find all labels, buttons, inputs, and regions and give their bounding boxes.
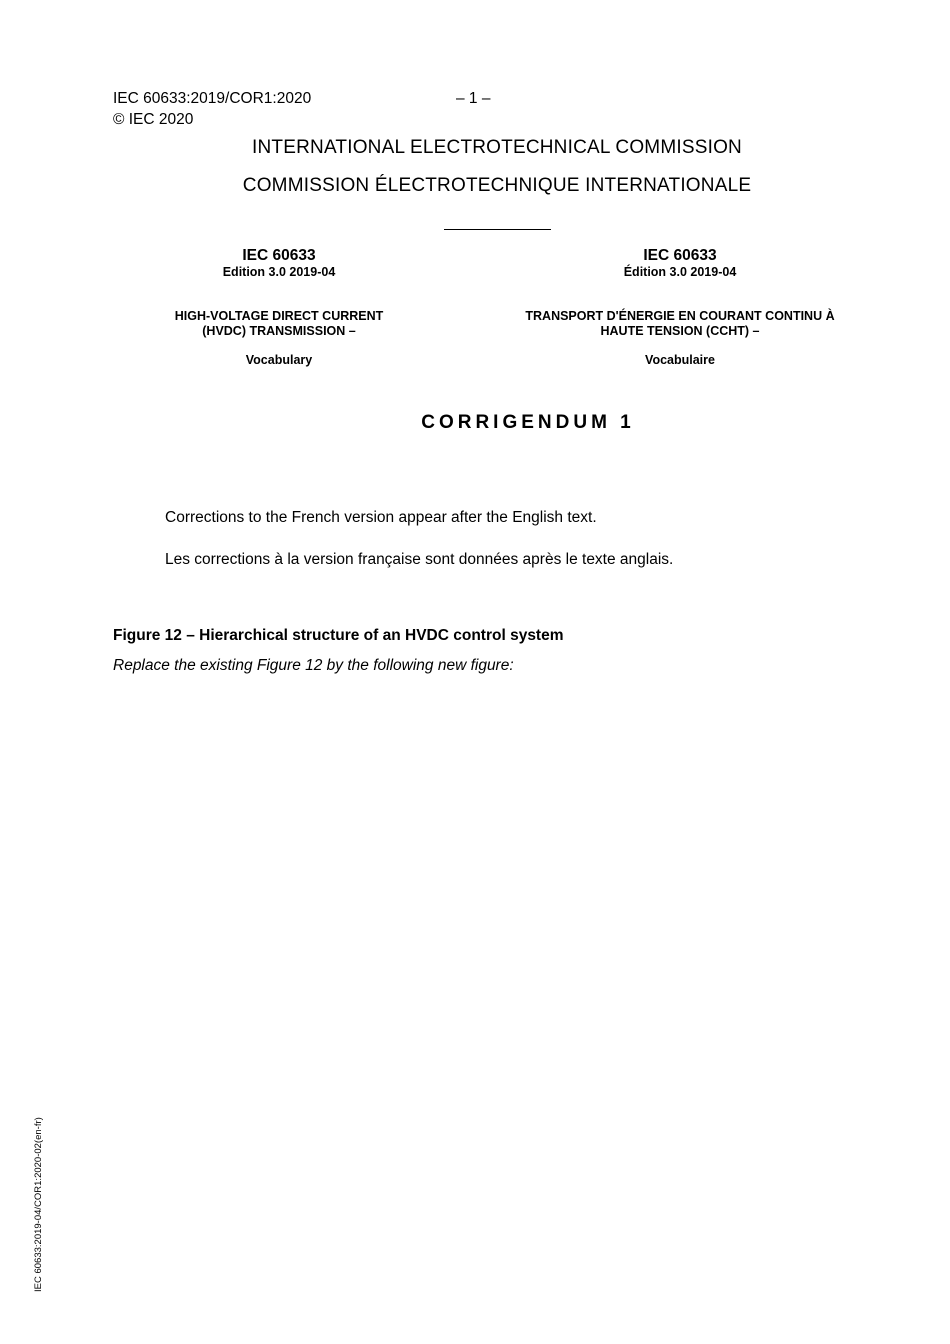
corrigendum-title: CORRIGENDUM 1 (421, 412, 635, 433)
standard-title-fr-line2: HAUTE TENSION (CCHT) – (600, 324, 760, 338)
organization-name-en: INTERNATIONAL ELECTROTECHNICAL COMMISSION (252, 137, 742, 158)
copyright-notice: © IEC 2020 (113, 111, 194, 128)
page-number: – 1 – (456, 90, 491, 107)
document-reference: IEC 60633:2019/COR1:2020 (113, 90, 312, 107)
figure-title: Figure 12 – Hierarchical structure of an HVDC control system (113, 627, 564, 644)
figure-instruction: Replace the existing Figure 12 by the following new figure: (113, 657, 514, 674)
standard-title-en-line1: HIGH-VOLTAGE DIRECT CURRENT (174, 309, 384, 323)
note-en: Corrections to the French version appear after the English text. (165, 509, 597, 526)
standard-title-en-line2: (HVDC) TRANSMISSION – (202, 324, 356, 338)
note-fr: Les corrections à la version française sont données après le texte anglais. (165, 551, 674, 568)
standard-number-en: IEC 60633 (242, 247, 316, 264)
standard-subtitle-fr: Vocabulaire (645, 353, 715, 367)
edition-en: Edition 3.0 2019-04 (222, 265, 336, 279)
divider-rule (444, 229, 551, 230)
standard-title-fr-line1: TRANSPORT D'ÉNERGIE EN COURANT CONTINU À (525, 309, 835, 323)
standard-subtitle-en: Vocabulary (245, 353, 313, 367)
side-document-code: IEC 60633:2019-04/COR1:2020-02(en-fr) (33, 1117, 44, 1292)
edition-fr: Édition 3.0 2019-04 (623, 265, 737, 279)
organization-name-fr: COMMISSION ÉLECTROTECHNIQUE INTERNATIONALE (242, 175, 752, 196)
standard-number-fr: IEC 60633 (643, 247, 717, 264)
